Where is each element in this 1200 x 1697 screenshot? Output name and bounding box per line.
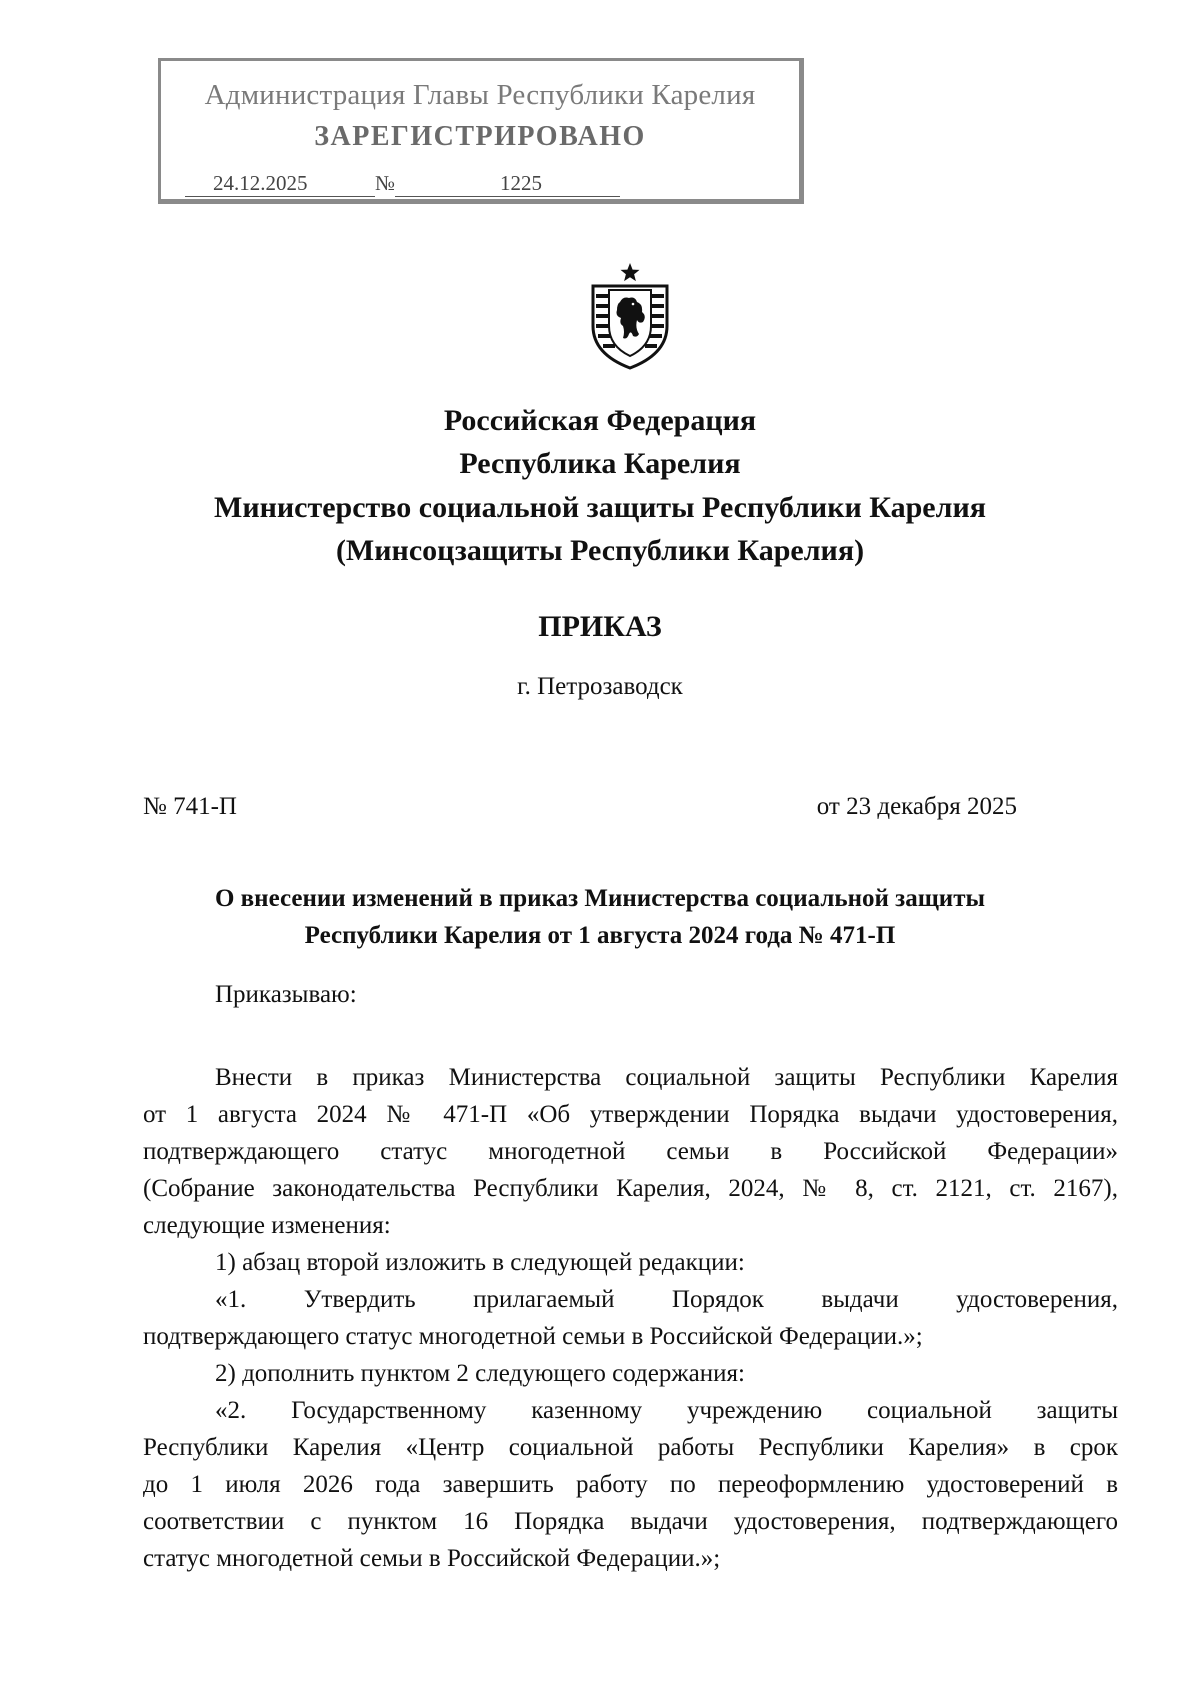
body-item-1: 1) абзац второй изложить в следующей редакции: (215, 1249, 745, 1276)
stamp-status: ЗАРЕГИСТРИРОВАНО (314, 121, 646, 152)
order-verb: Приказываю: (215, 981, 357, 1008)
body-item-2-text: соответствии с пунктом 16 Порядка выдачи удостоверения, подтверждающего (143, 1508, 1118, 1535)
city: г. Петрозаводск (517, 673, 683, 700)
stamp-date: 24.12.2025 (185, 171, 375, 197)
stamp-number-sign: № (375, 171, 396, 195)
subject-line-2: Республики Карелия от 1 августа 2024 года № 471-П (304, 922, 896, 949)
body-item-2-text: до 1 июля 2026 года завершить работу по переоформлению удостоверений в (143, 1471, 1118, 1498)
karelia-coat-of-arms-icon (587, 262, 673, 372)
body-item-2-text: Республики Карелия «Центр социальной работы Республики Карелия» в срок (143, 1434, 1118, 1461)
stamp-registration-line (185, 171, 620, 197)
body-item-2-text: «2. Государственному казенному учреждению социальной защиты (215, 1397, 1118, 1424)
header-ministry: Министерство социальной защиты Республики Карелия (214, 491, 986, 524)
order-date: от 23 декабря 2025 (816, 793, 1017, 820)
stamp-title: Администрация Главы Республики Карелия (204, 79, 756, 111)
stamp-number: 1225 (395, 171, 620, 197)
header-ministry-short: (Минсоцзащиты Республики Карелия) (335, 534, 865, 567)
body-item-1-text: «1. Утвердить прилагаемый Порядок выдачи удостоверения, (215, 1286, 1118, 1313)
header-republic: Республика Карелия (459, 447, 741, 480)
document-type: ПРИКАЗ (538, 610, 662, 643)
body-item-1-text: подтверждающего статус многодетной семьи в Российской Федерации.»; (143, 1323, 923, 1350)
body-item-2-text: статус многодетной семьи в Российской Федерации.»; (143, 1545, 721, 1572)
body-text (143, 1059, 1118, 1577)
body-intro-line: от 1 августа 2024 № 471-П «Об утверждении Порядка выдачи удостоверения, (143, 1101, 1118, 1128)
registration-stamp (158, 58, 804, 204)
order-number: № 741-П (143, 793, 237, 820)
body-intro-line: Внести в приказ Министерства социальной защиты Республики Карелия (215, 1064, 1118, 1091)
body-intro-line: подтверждающего статус многодетной семьи в Российской Федерации» (143, 1138, 1118, 1165)
body-intro-line: следующие изменения: (143, 1212, 391, 1239)
body-item-2: 2) дополнить пунктом 2 следующего содержания: (215, 1360, 745, 1387)
header-country: Российская Федерация (443, 404, 757, 437)
subject-line-1: О внесении изменений в приказ Министерства социальной защиты (214, 885, 986, 912)
body-intro-line: (Собрание законодательства Республики Карелия, 2024, № 8, ст. 2121, ст. 2167), (143, 1175, 1118, 1202)
